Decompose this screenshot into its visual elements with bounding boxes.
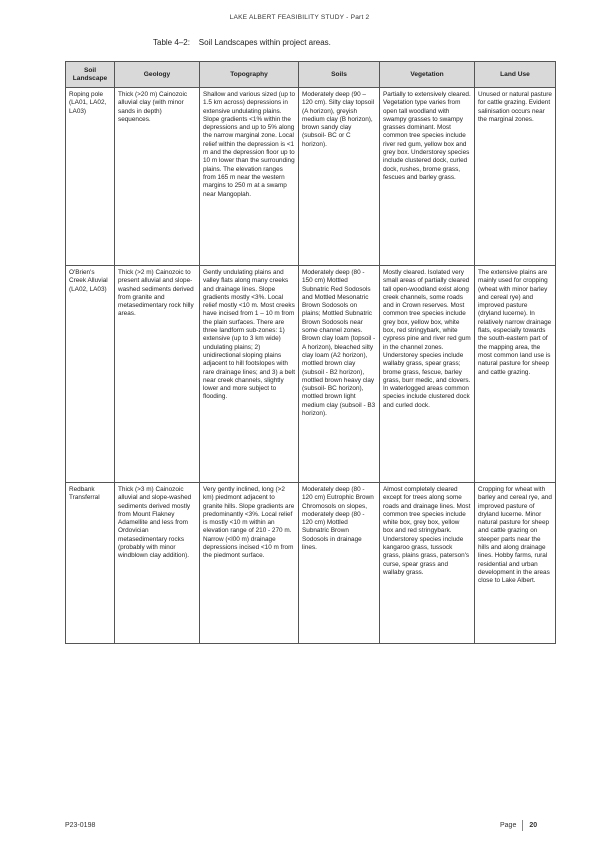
- cell-soils: Moderately deep (90 – 120 cm). Silty clay topsoil (A horizon), greyish medium clay (B horizon), brown sandy clay (subsoil- BC or C horizon).: [299, 88, 380, 266]
- page-number: 20: [529, 822, 538, 829]
- cell-soils: Moderately deep (80 - 150 cm) Mottled Subnatric Red Sodosols and Mottled Mesonatric Brown Sodosols on plains; Mottled Subnatric Brown Sodosols near some channel zones. Brown clay loam (topsoil - A horizon), bleached silty clay loam (A2 horizon), mottled brown clay (subsoil - B2 horizon), mottled brown heavy clay (subsoil- BC horizon), mottled brown light medium clay (subsoil - B3 horizon).: [299, 266, 380, 483]
- cell-land-use: Cropping for wheat with barley and cereal rye, and improved pasture of dryland lucerne. Minor natural pasture for sheep and cattle grazing on steeper parts near the hills and along drainage lines. Hobby farms, rural residential and urban development in the areas close to Lake Albert.: [475, 483, 556, 644]
- column-header-soil-landscape: Soil Landscape: [66, 62, 115, 88]
- cell-soils: Moderately deep (80 - 120 cm) Eutrophic Brown Chromosols on slopes, moderately deep (80 - 120 cm) Mottled Subnatric Brown Sodosols in drainage lines.: [299, 483, 380, 644]
- cell-landscape: O'Brien's Creek Alluvial (LA02, LA03): [66, 266, 115, 483]
- cell-geology: Thick (>3 m) Cainozoic alluvial and slope-washed sediments derived mostly from Mount Flakney Adamellite and less from Ordovician metasedimentary rocks (probably with minor windblown clay addition).: [115, 483, 200, 644]
- table-header-row: [66, 62, 556, 88]
- table-row: [66, 266, 556, 483]
- cell-topography: Gently undulating plains and valley flats along many creeks and drainage lines. Slope gradients mostly <3%. Local relief mostly <10 m. Most creeks have incised from 1 – 10 m from the plain surfaces. There are three landform sub-zones: 1) extensive (up to 3 km wide) undulating plains; 2) unidirectional sloping plains adjacent to hill footslopes with rare drainage lines; and 3) a belt near creek channels, slightly lower and more subject to flooding.: [200, 266, 299, 483]
- cell-landscape: Roping pole (LA01, LA02, LA03): [66, 88, 115, 266]
- page-label: Page: [500, 822, 517, 829]
- running-header: LAKE ALBERT FEASIBILITY STUDY - Part 2: [229, 14, 370, 21]
- document-id: P23-0198: [65, 822, 96, 829]
- cell-topography: Shallow and various sized (up to 1.5 km across) depressions in extensive undulating plains. Slope gradients <1% within the depressions and up to 5% along the narrow marginal zone. Local relief within the depression is <1 m and the depression floor up to 10 m lower than the surrounding plains. The elevation ranges from 165 m near the western margins to 250 m at a swamp near Mangoplah.: [200, 88, 299, 266]
- column-header-vegetation: Vegetation: [380, 62, 475, 88]
- cell-geology: Thick (>20 m) Cainozoic alluvial clay (with minor sands in depth) sequences.: [115, 88, 200, 266]
- cell-topography: Very gently inclined, long (>2 km) piedmont adjacent to granite hills. Slope gradients are predominantly <3%. Local relief is mostly <10 m within an elevation range of 210 - 270 m. Narrow (<l00 m) drainage depressions incised <10 m from the piedmont surface.: [200, 483, 299, 644]
- cell-landscape: Redbank Transferral: [66, 483, 115, 644]
- cell-vegetation: Almost completely cleared except for trees along some roads and drainage lines. Most common tree species include white box, grey box, yellow box and red stringybark. Understorey species include kangaroo grass, tussock grass, plains grass, paterson's curse, spear grass and wallaby grass.: [380, 483, 475, 644]
- cell-geology: Thick (>2 m) Cainozoic to present alluvial and slope-washed sediments derived from granite and metasedimentary rock hilly areas.: [115, 266, 200, 483]
- cell-land-use: Unused or natural pasture for cattle grazing. Evident salinisation occurs near the marginal zones.: [475, 88, 556, 266]
- column-header-soils: Soils: [299, 62, 380, 88]
- table-caption: Table 4–2: Soil Landscapes within project areas.: [153, 38, 331, 47]
- soil-landscapes-table: [65, 61, 556, 644]
- table-row: [66, 88, 556, 266]
- cell-land-use: The extensive plains are mainly used for cropping (wheat with minor barley and cereal rye) and improved pasture (dryland lucerne). In relatively narrow drainage flats, especially towards the south-eastern part of the mapping area, the most common land use is natural pasture for sheep and cattle grazing.: [475, 266, 556, 483]
- cell-vegetation: Partially to extensively cleared. Vegetation type varies from open tall woodland with swampy grasses to swampy grasses dominant. Most common tree species include river red gum, yellow box and grey box. Understorey species include clustered dock, curled dock, rushes, brome grass, fescues and barley grass.: [380, 88, 475, 266]
- page-separator: [522, 820, 523, 831]
- table-row: [66, 483, 556, 644]
- column-header-geology: Geology: [115, 62, 200, 88]
- column-header-land-use: Land Use: [475, 62, 556, 88]
- column-header-topography: Topography: [200, 62, 299, 88]
- cell-vegetation: Mostly cleared. Isolated very small areas of partially cleared tall open-woodland exist along creek channels, some roads and in Crown reserves. Most common tree species include grey box, yellow box, white box, red stringybark, white cypress pine and river red gum in the channel zones. Understorey species include wallaby grass, spear grass; brome grass, fescue, barley grass, burr medic, and clovers. In waterlogged areas common species include clustered dock and curled dock.: [380, 266, 475, 483]
- page-indicator: [500, 820, 537, 831]
